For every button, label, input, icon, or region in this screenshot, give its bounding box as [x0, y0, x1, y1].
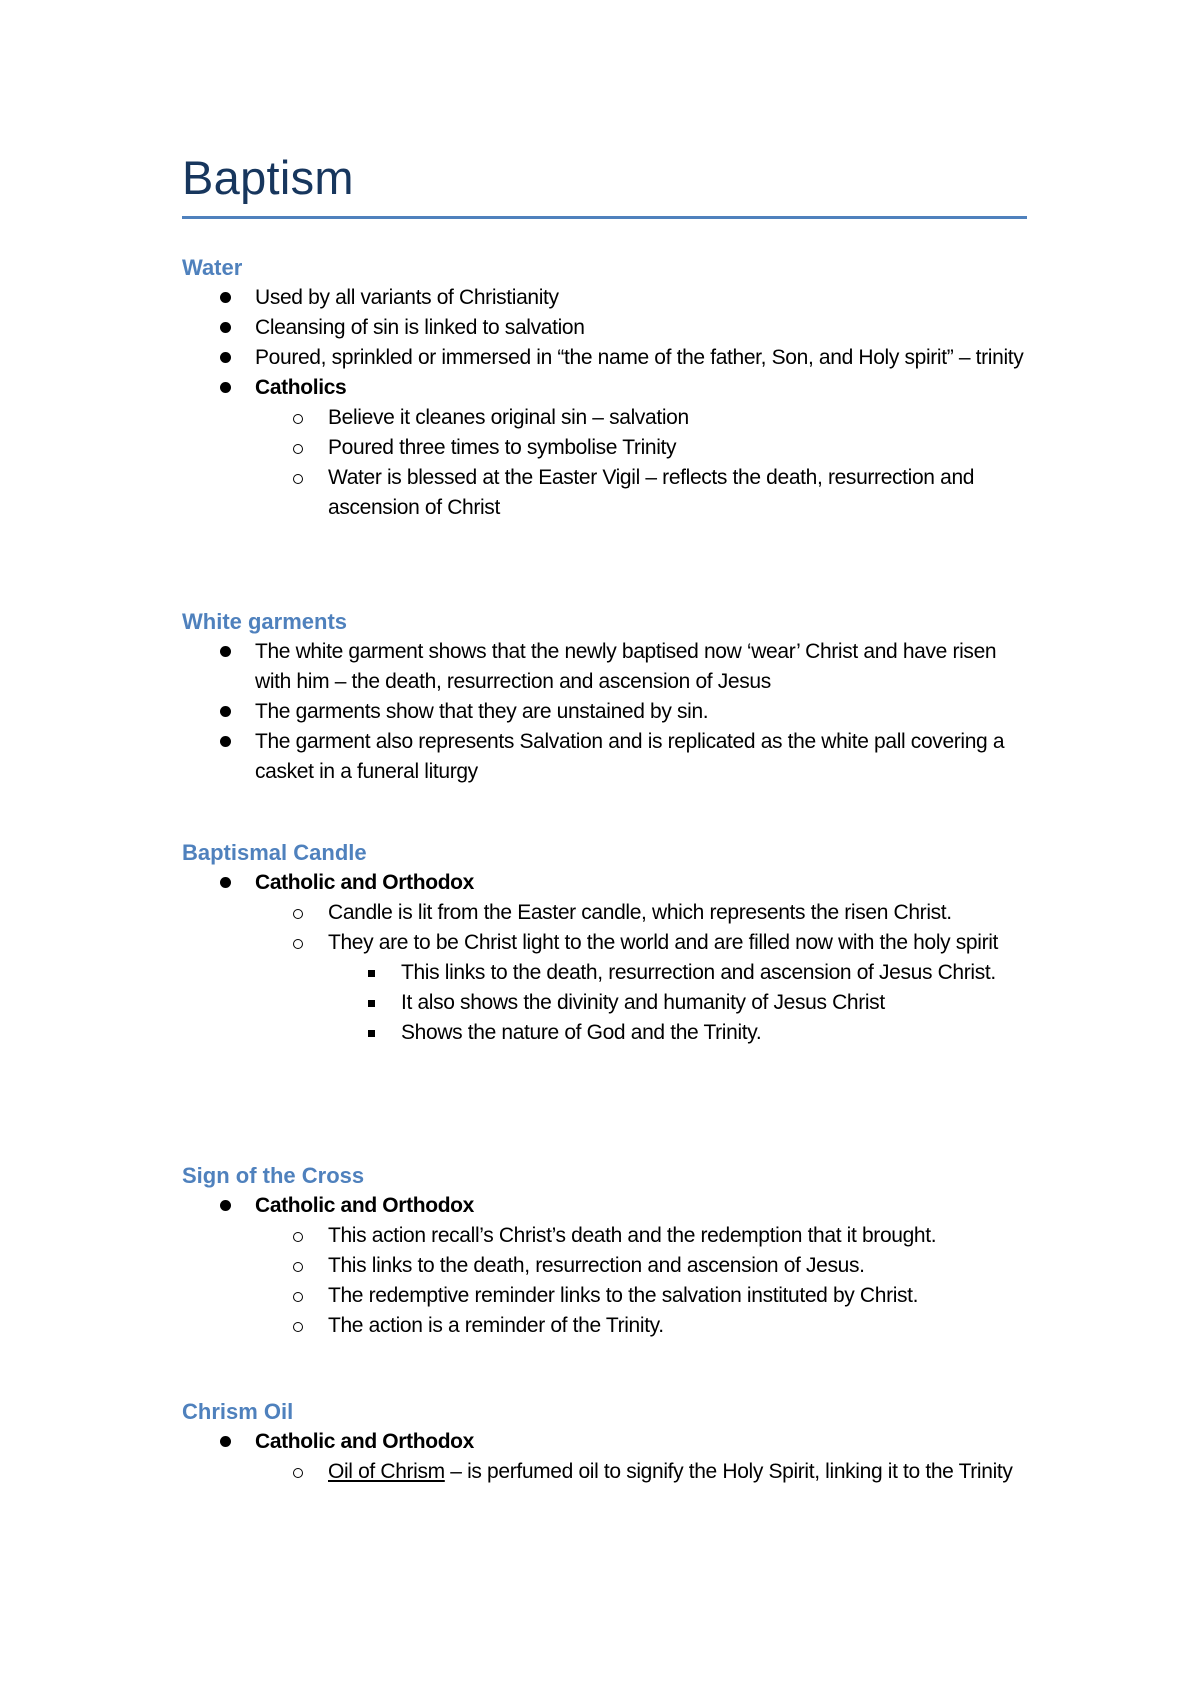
list-item-text: Water is blessed at the Easter Vigil – reflects the death, resurrection and ascension of Christ [328, 466, 975, 519]
list-item-text: Poured, sprinkled or immersed in “the name of the father, Son, and Holy spirit” – trinity [255, 346, 1024, 369]
circle-bullet-icon [293, 474, 303, 484]
list-item [182, 433, 1027, 463]
section-heading-baptismal-candle: Baptismal Candle [182, 840, 367, 865]
list-item [182, 1221, 1027, 1251]
list-item-text: Used by all variants of Christianity [255, 286, 559, 309]
list-item [182, 958, 1027, 988]
section-water [182, 253, 1027, 523]
bullet-icon [220, 877, 231, 888]
list-item [182, 343, 1027, 373]
list-item [182, 988, 1027, 1018]
bullet-list [182, 637, 1027, 787]
list-item-text: Catholics [255, 376, 347, 399]
list-item [182, 898, 1027, 928]
square-bullet-icon [368, 970, 375, 977]
section-baptismal-candle [182, 838, 1027, 1048]
title-underline [182, 216, 1027, 219]
section-sign-of-the-cross [182, 1161, 1027, 1341]
bullet-list [182, 283, 1027, 523]
bullet-list [182, 868, 1027, 1048]
page-title: Baptism [182, 151, 354, 204]
section-chrism-oil [182, 1397, 1027, 1487]
circle-bullet-icon [293, 414, 303, 424]
term-oil-of-chrism: Oil of Chrism [328, 1460, 445, 1483]
list-item [182, 1281, 1027, 1311]
list-item-text: The white garment shows that the newly baptised now ‘wear’ Christ and have risen with him – the death, resurrection and ascension of Jesus [255, 640, 997, 693]
circle-bullet-icon [293, 909, 303, 919]
list-item-text: Catholic and Orthodox [255, 1194, 474, 1217]
bullet-icon [220, 322, 231, 333]
list-item [182, 637, 1027, 697]
list-item [182, 1191, 1027, 1221]
bullet-icon [220, 382, 231, 393]
list-item-text: This action recall’s Christ’s death and the redemption that it brought. [328, 1224, 937, 1247]
bullet-icon [220, 292, 231, 303]
square-bullet-icon [368, 1030, 375, 1037]
section-heading-chrism-oil: Chrism Oil [182, 1399, 294, 1424]
list-item-text: Candle is lit from the Easter candle, which represents the risen Christ. [328, 901, 952, 924]
list-item [182, 868, 1027, 898]
circle-bullet-icon [293, 1468, 303, 1478]
list-item-text: Catholic and Orthodox [255, 871, 474, 894]
list-item-text: Catholic and Orthodox [255, 1430, 474, 1453]
list-item [182, 1427, 1027, 1457]
list-item-text: It also shows the divinity and humanity of Jesus Christ [401, 991, 885, 1014]
list-item-text: This links to the death, resurrection and ascension of Jesus Christ. [401, 961, 996, 984]
section-heading-sign-of-the-cross: Sign of the Cross [182, 1163, 365, 1188]
circle-bullet-icon [293, 1292, 303, 1302]
list-item-text: This links to the death, resurrection and ascension of Jesus. [328, 1254, 865, 1277]
section-heading-white-garments: White garments [182, 609, 348, 634]
list-item [182, 403, 1027, 433]
bullet-icon [220, 706, 231, 717]
circle-bullet-icon [293, 1262, 303, 1272]
section-white-garments [182, 607, 1027, 787]
list-item-text: The garment also represents Salvation and is replicated as the white pall covering a casket in a funeral liturgy [255, 730, 1005, 783]
list-item [182, 727, 1027, 787]
list-item [182, 373, 1027, 403]
list-item [182, 1457, 1027, 1487]
square-bullet-icon [368, 1000, 375, 1007]
circle-bullet-icon [293, 939, 303, 949]
list-item-text: Poured three times to symbolise Trinity [328, 436, 677, 459]
list-item-text: Believe it cleanes original sin – salvation [328, 406, 689, 429]
list-item [182, 313, 1027, 343]
bullet-icon [220, 736, 231, 747]
list-item-text: The action is a reminder of the Trinity. [328, 1314, 664, 1337]
bullet-icon [220, 1200, 231, 1211]
bullet-list [182, 1427, 1027, 1487]
list-item-text: – is perfumed oil to signify the Holy Spirit, linking it to the Trinity [444, 1460, 1013, 1483]
list-item-text: The redemptive reminder links to the salvation instituted by Christ. [328, 1284, 919, 1307]
list-item-text: They are to be Christ light to the world and are filled now with the holy spirit [328, 931, 999, 954]
bullet-icon [220, 646, 231, 657]
list-item [182, 463, 1027, 523]
circle-bullet-icon [293, 444, 303, 454]
list-item [182, 1311, 1027, 1341]
list-item-text: The garments show that they are unstained by sin. [255, 700, 709, 723]
circle-bullet-icon [293, 1232, 303, 1242]
circle-bullet-icon [293, 1322, 303, 1332]
list-item [182, 283, 1027, 313]
list-item-text: Shows the nature of God and the Trinity. [401, 1021, 762, 1044]
list-item-text: Cleansing of sin is linked to salvation [255, 316, 585, 339]
list-item [182, 697, 1027, 727]
bullet-icon [220, 1436, 231, 1447]
section-heading-water: Water [182, 255, 243, 280]
list-item [182, 928, 1027, 958]
bullet-icon [220, 352, 231, 363]
list-item [182, 1251, 1027, 1281]
bullet-list [182, 1191, 1027, 1341]
list-item [182, 1018, 1027, 1048]
